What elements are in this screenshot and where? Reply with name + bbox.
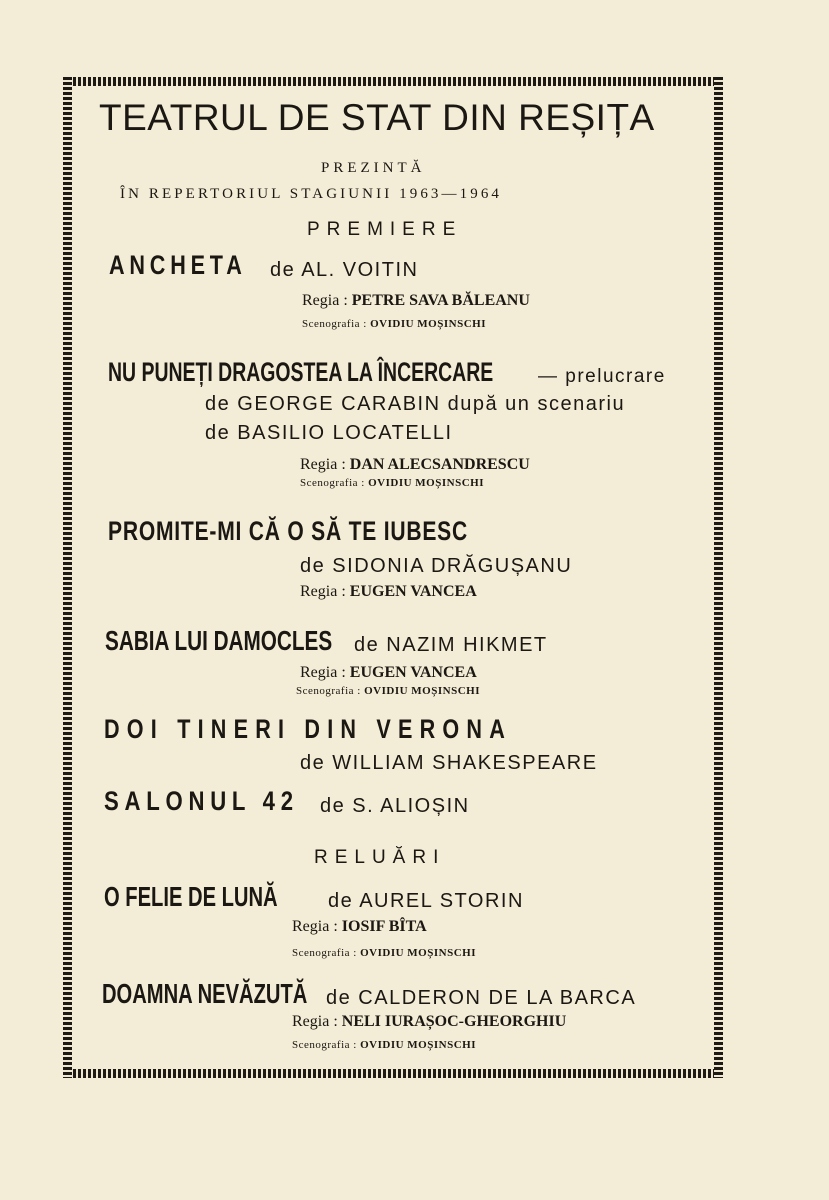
play-author: de NAZIM HIKMET xyxy=(354,634,548,656)
sceno-name: OVIDIU MOȘINSCHI xyxy=(360,947,476,959)
sceno-label: Scenografia : xyxy=(296,685,361,697)
frame-border-right xyxy=(714,77,723,1078)
regia-name: EUGEN VANCEA xyxy=(349,664,477,681)
frame-border-left xyxy=(63,77,72,1078)
play-author: de GEORGE CARABIN după un scenariu xyxy=(205,393,626,415)
play-title: DOI TINERI DIN VERONA xyxy=(104,714,513,744)
play-author: de CALDERON DE LA BARCA xyxy=(326,987,637,1009)
regia-name: EUGEN VANCEA xyxy=(349,583,477,600)
regia-line xyxy=(300,664,477,682)
section-premiere: PREMIERE xyxy=(307,219,463,240)
scenografia-line xyxy=(296,685,480,697)
play-promite-mi xyxy=(108,516,570,547)
play-title: SABIA LUI DAMOCLES xyxy=(105,625,333,656)
scenografia-line xyxy=(292,1039,476,1051)
play-title: PROMITE-MI CĂ O SĂ TE IUBESC xyxy=(108,516,468,546)
play-doi-tineri xyxy=(104,714,614,745)
section-reluari: RELUĂRI xyxy=(314,847,446,868)
sceno-name: OVIDIU MOȘINSCHI xyxy=(368,477,484,489)
sceno-name: OVIDIU MOȘINSCHI xyxy=(360,1039,476,1051)
scenografia-line xyxy=(300,477,484,489)
presents-label: PREZINTĂ xyxy=(321,160,426,176)
frame-border-top xyxy=(63,77,723,86)
play-author: de S. ALIOȘIN xyxy=(320,795,470,817)
regia-line xyxy=(292,918,427,936)
play-title: NU PUNEȚI DRAGOSTEA LA ÎNCERCARE xyxy=(108,357,494,387)
play-title: ANCHETA xyxy=(109,250,247,280)
theatre-title: TEATRUL DE STAT DIN REȘIȚA xyxy=(99,97,655,138)
play-salonul-42 xyxy=(104,786,342,817)
regia-line xyxy=(300,583,477,601)
regia-line xyxy=(292,1013,566,1031)
regia-line xyxy=(300,456,530,474)
play-author: de WILLIAM SHAKESPEARE xyxy=(300,752,598,774)
season-label: ÎN REPERTORIUL STAGIUNII 1963—1964 xyxy=(120,186,503,202)
regia-label: Regia : xyxy=(300,583,346,600)
regia-name: PETRE SAVA BĂLEANU xyxy=(351,292,530,309)
sceno-name: OVIDIU MOȘINSCHI xyxy=(370,318,486,330)
scenografia-line xyxy=(302,318,486,330)
regia-label: Regia : xyxy=(292,1013,338,1030)
regia-line xyxy=(302,292,530,310)
play-title-suffix: — prelucrare xyxy=(538,366,666,387)
play-title: DOAMNA NEVĂZUTĂ xyxy=(102,978,308,1009)
sceno-label: Scenografia : xyxy=(300,477,365,489)
sceno-name: OVIDIU MOȘINSCHI xyxy=(364,685,480,697)
sceno-label: Scenografia : xyxy=(302,318,367,330)
play-author: de SIDONIA DRĂGUȘANU xyxy=(300,555,573,577)
play-author: de AL. VOITIN xyxy=(270,259,419,281)
regia-label: Regia : xyxy=(302,292,348,309)
frame-border-bottom xyxy=(63,1069,723,1078)
scenografia-line xyxy=(292,947,476,959)
play-author-cont: de BASILIO LOCATELLI xyxy=(205,422,453,444)
regia-name: IOSIF BÎTA xyxy=(341,918,427,935)
regia-name: NELI IURAȘOC-GHEORGHIU xyxy=(341,1013,567,1030)
play-o-felie-de-luna xyxy=(104,881,345,913)
sceno-label: Scenografia : xyxy=(292,947,357,959)
play-ancheta xyxy=(109,250,281,281)
play-author: de AUREL STORIN xyxy=(328,890,524,912)
regia-name: DAN ALECSANDRESCU xyxy=(349,456,530,473)
regia-label: Regia : xyxy=(292,918,338,935)
play-title: SALONUL 42 xyxy=(104,786,299,816)
play-title: O FELIE DE LUNĂ xyxy=(104,881,278,912)
regia-label: Regia : xyxy=(300,456,346,473)
regia-label: Regia : xyxy=(300,664,346,681)
sceno-label: Scenografia : xyxy=(292,1039,357,1051)
